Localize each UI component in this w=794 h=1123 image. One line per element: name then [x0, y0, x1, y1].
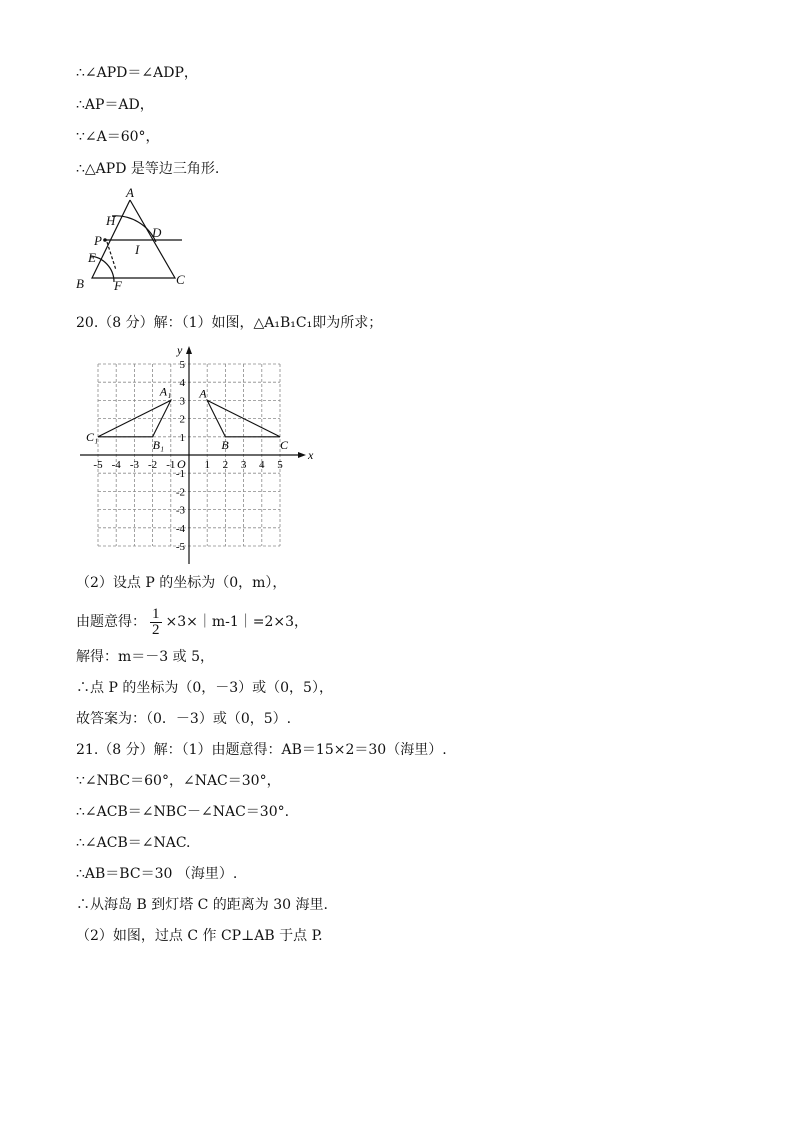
origin-label: O [177, 457, 186, 471]
text-line-20-6: 故答案为：（0．－3）或（0，5）. [76, 711, 292, 727]
y-tick-label: 2 [179, 413, 185, 426]
point-p-dot [103, 238, 107, 242]
fraction-numerator: 1 [152, 605, 160, 622]
equation-suffix: ×3×｜m-1｜=2×3， [165, 614, 309, 630]
fraction-one-half [150, 607, 162, 638]
question-20-header: 20.（8 分）解：（1）如图，△A₁B₁C₁即为所求； [76, 315, 383, 331]
y-tick-label: 4 [179, 377, 185, 390]
x-tick-label: 5 [277, 459, 283, 471]
y-tick-label: 5 [179, 359, 185, 371]
y-tick-label: 1 [179, 431, 185, 444]
label-d: D [152, 225, 162, 240]
point-label: C₁ [86, 429, 99, 444]
y-tick-label: -5 [175, 541, 185, 553]
text-line-21-2: ∵∠NBC＝60°，∠NAC＝30°， [76, 773, 281, 789]
x-tick-label: 1 [204, 459, 210, 471]
label-c: C [176, 272, 185, 287]
label-b: B [76, 276, 84, 291]
y-tick-label: -1 [175, 468, 185, 481]
x-tick-label: 3 [240, 459, 247, 471]
arc-h-i [112, 216, 156, 242]
label-h: H [106, 213, 116, 228]
equation-prefix: 由题意得： [76, 614, 146, 630]
x-tick-label: -3 [129, 459, 139, 471]
label-a: A [126, 185, 134, 200]
label-e: E [88, 250, 96, 265]
triangle-construction-figure [70, 184, 200, 296]
point-label: C [280, 437, 289, 452]
text-line-19-2: ∴AP＝AD， [76, 97, 154, 113]
label-p: P [94, 233, 102, 248]
text-line-20-3 [76, 604, 308, 640]
x-tick-label: 2 [222, 459, 229, 471]
y-tick-label: -2 [175, 486, 185, 499]
coordinate-plane-chart [76, 342, 314, 564]
point-label: B [221, 437, 229, 452]
text-line-19-1: ∴∠APD＝∠ADP， [76, 65, 198, 81]
label-i: I [135, 242, 140, 257]
x-tick-label: -1 [166, 459, 176, 471]
text-line-21-4: ∴∠ACB＝∠NAC. [76, 835, 191, 851]
point-label: A₁ [159, 384, 172, 399]
x-tick-label: -4 [111, 459, 121, 471]
y-axis-arrow [186, 346, 192, 354]
y-tick-label: -4 [175, 522, 185, 535]
axes [80, 346, 306, 564]
x-axis-arrow [298, 452, 306, 458]
text-line-19-3: ∵∠A＝60°， [76, 129, 160, 145]
x-tick-label: -5 [93, 459, 103, 471]
text-line-21-6: ∴从海岛 B 到灯塔 C 的距离为 30 海里. [76, 897, 328, 913]
text-line-20-5: ∴点 P 的坐标为（0，－3）或（0，5）， [76, 680, 333, 696]
text-line-20-2: （2）设点 P 的坐标为（0，m）， [76, 575, 287, 591]
x-axis-label: x [308, 448, 314, 462]
label-f: F [114, 278, 122, 293]
fraction-denominator: 2 [152, 621, 160, 638]
x-tick-label: -2 [148, 459, 158, 471]
text-line-21-5: ∴AB＝BC＝30 （海里）. [76, 866, 238, 882]
x-tick-label: 4 [259, 459, 265, 471]
point-label: A [199, 386, 207, 401]
point-label: B₁ [152, 437, 165, 452]
text-line-21-7: （2）如图，过点 C 作 CP⊥AB 于点 P. [76, 928, 323, 944]
text-line-21-3: ∴∠ACB＝∠NBC－∠NAC＝30°. [76, 804, 290, 820]
y-tick-label: -3 [175, 504, 185, 517]
text-line-20-4: 解得：m＝－3 或 5， [76, 649, 214, 665]
question-21-header: 21.（8 分）解：（1）由题意得：AB＝15×2＝30（海里）. [76, 742, 447, 758]
y-axis-label: y [177, 343, 183, 357]
text-line-19-4: ∴△APD 是等边三角形. [76, 161, 220, 177]
y-tick-label: 3 [179, 395, 185, 408]
